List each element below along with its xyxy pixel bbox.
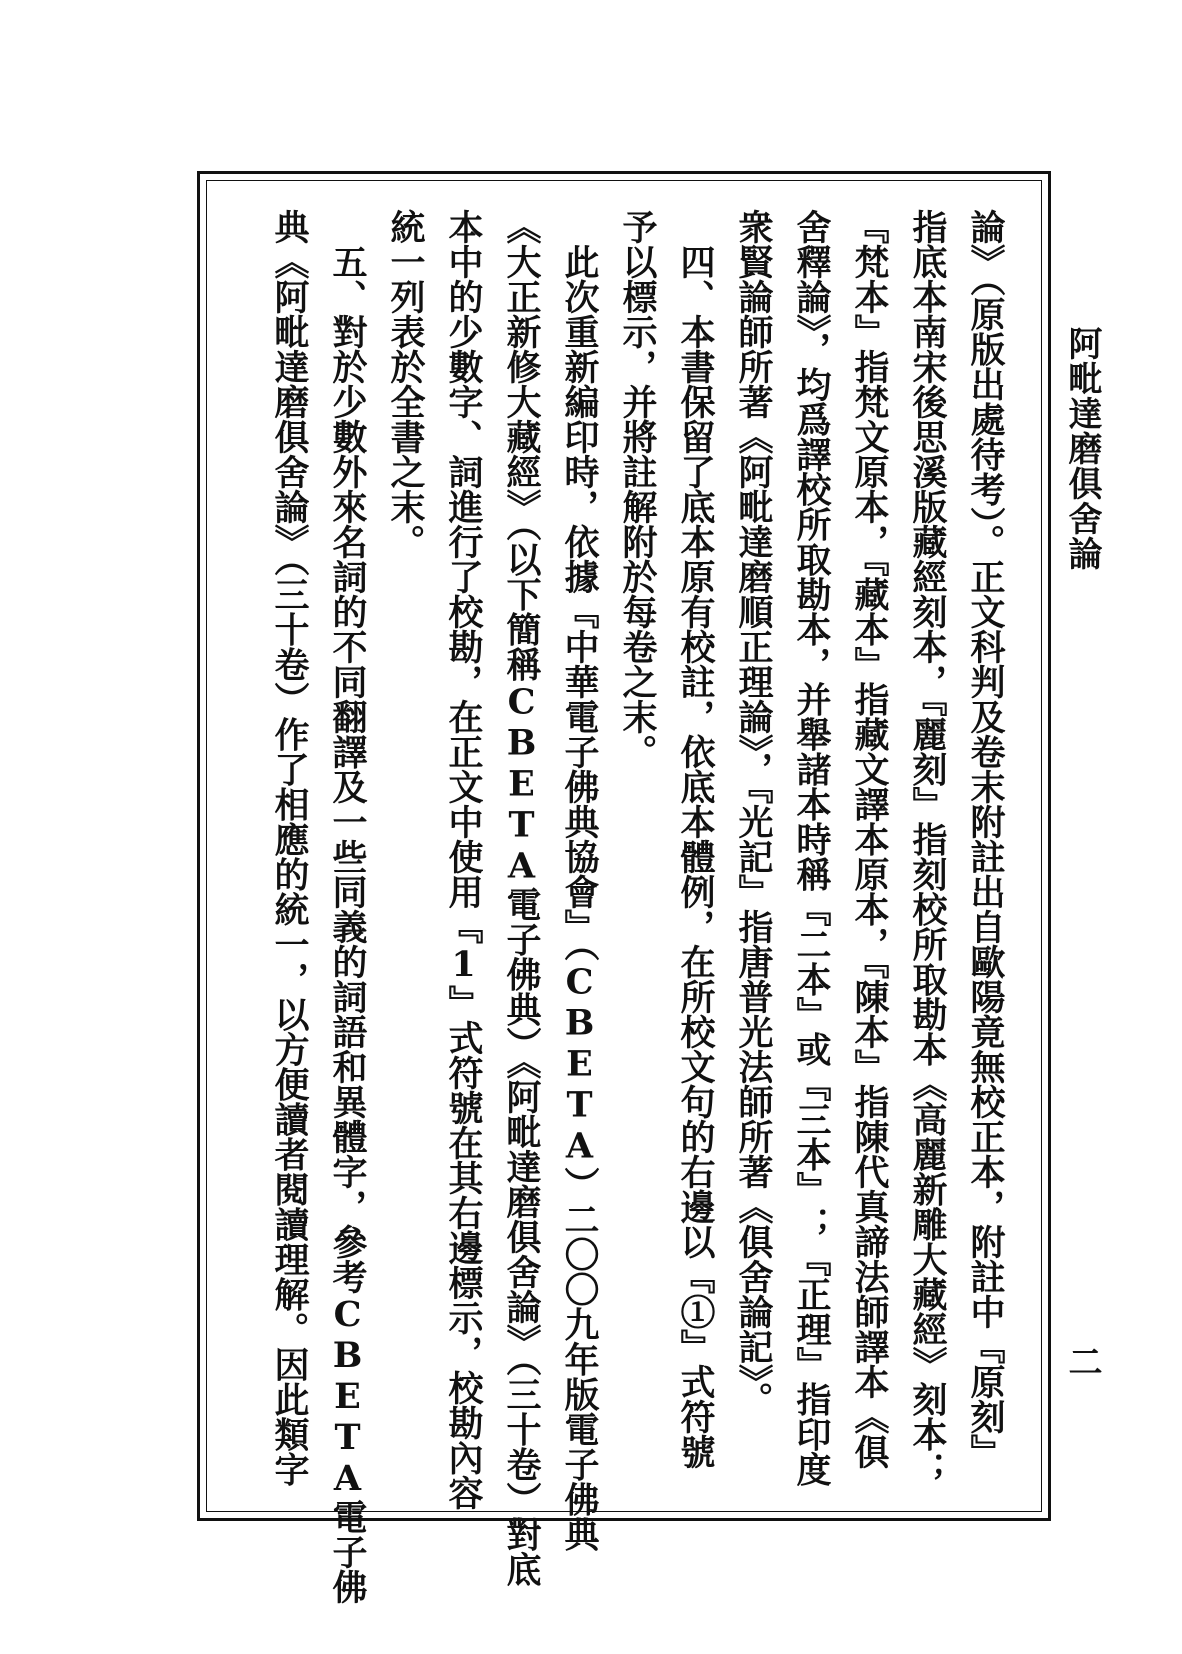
- text-column: 《大正新修大藏經》（以下簡稱CBETA電子佛典）《阿毗達磨俱舍論》（三十卷）對底: [501, 209, 542, 1587]
- page-number: 二: [1062, 1344, 1102, 1378]
- text-frame: [197, 171, 1051, 1604]
- running-title: 阿毗達磨俱舍論: [1062, 326, 1102, 571]
- text-column: 予以標示，并將註解附於每卷之末。: [617, 209, 658, 769]
- text-column: 論》（原版出處待考）。正文科判及卷末附註出自歐陽竟無校正本，附註中『原刻』: [965, 209, 1006, 1469]
- text-column: 此次重新編印時，依據『中華電子佛典協會』（CBETA）二〇〇九年版電子佛典: [559, 209, 600, 1552]
- text-column: 四、本書保留了底本原有校註，依底本體例，在所校文句的右邊以『①』式符號: [675, 209, 716, 1469]
- text-column: 本中的少數字、詞進行了校勘，在正文中使用『1』式符號在其右邊標示，校勘內容: [443, 209, 484, 1510]
- text-column: 五、對於少數外來名詞的不同翻譯及一些同義的詞語和異體字，參考CBETA電子佛: [327, 209, 368, 1604]
- text-column: 舍釋論》，均爲譯校所取勘本，并舉諸本時稱『二本』或『三本』；『正理』指印度: [791, 209, 832, 1487]
- body-text: [207, 181, 1045, 1604]
- text-column: 『梵本』指梵文原本，『藏本』指藏文譯本原本，『陳本』指陳代真諦法師譯本《俱: [849, 209, 890, 1469]
- text-frame-inner: [206, 180, 1042, 1604]
- text-column: 指底本南宋後思溪版藏經刻本，『麗刻』指刻校所取勘本《高麗新雕大藏經》刻本；: [907, 209, 948, 1487]
- text-column: 衆賢論師所著《阿毗達磨順正理論》，『光記』指唐普光法師所著《俱舍論記》。: [733, 209, 774, 1417]
- text-column: 統一列表於全書之末。: [385, 209, 426, 559]
- text-column: 典《阿毗達磨俱舍論》（三十卷）作了相應的統一，以方便讀者閱讀理解。因此類字: [269, 209, 310, 1487]
